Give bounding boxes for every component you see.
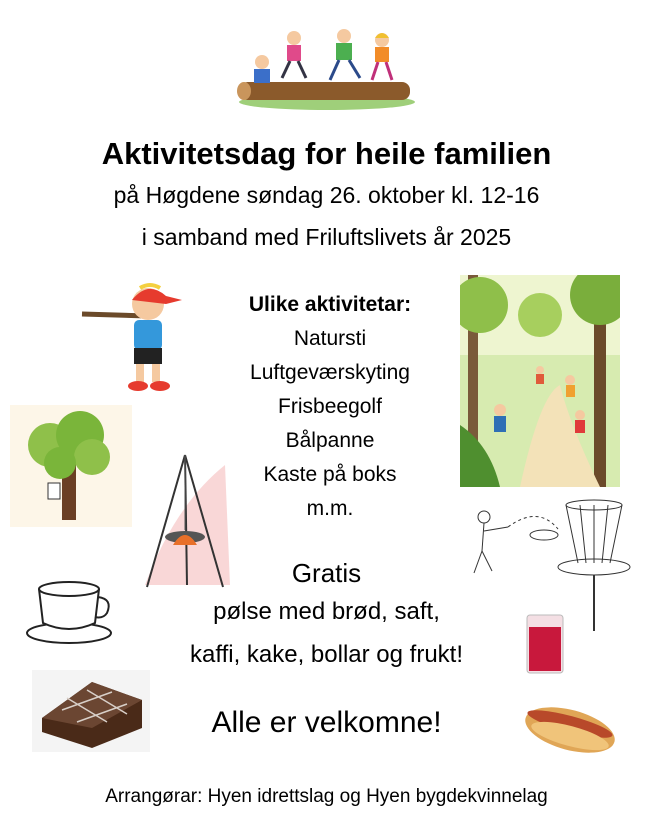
date-location-line: på Høgdene søndag 26. oktober kl. 12-16 <box>113 182 540 208</box>
activity-item: Frisbeegolf <box>278 395 382 418</box>
food-line-2: kaffi, kake, bollar og frukt! <box>189 641 464 668</box>
tree-with-sign-illustration <box>10 405 132 527</box>
free-heading: Gratis <box>291 558 362 588</box>
organizers-text: Arrangørar: Hyen idrettslag og Hyen bygdekvinnelag <box>105 786 548 807</box>
kids-in-forest-illustration <box>460 275 620 487</box>
poster-title: Aktivitetsdag for heile familien <box>101 136 552 171</box>
activity-item: Luftgeværskyting <box>250 361 410 384</box>
activity-item: Bålpanne <box>285 429 375 452</box>
activity-item: Natursti <box>293 327 367 350</box>
kids-on-log-illustration <box>232 20 422 112</box>
welcome-text: Alle er velkomne! <box>211 706 442 739</box>
activity-item: Kaste på boks <box>263 463 397 486</box>
occasion-line: i samband med Friluftslivets år 2025 <box>141 224 512 250</box>
activities-block <box>215 288 445 526</box>
activities-heading: Ulike aktivitetar: <box>248 293 412 316</box>
boy-with-air-rifle-illustration <box>78 280 190 398</box>
food-line-1: pølse med brød, saft, <box>213 598 440 625</box>
activity-item: m.m. <box>306 497 354 520</box>
